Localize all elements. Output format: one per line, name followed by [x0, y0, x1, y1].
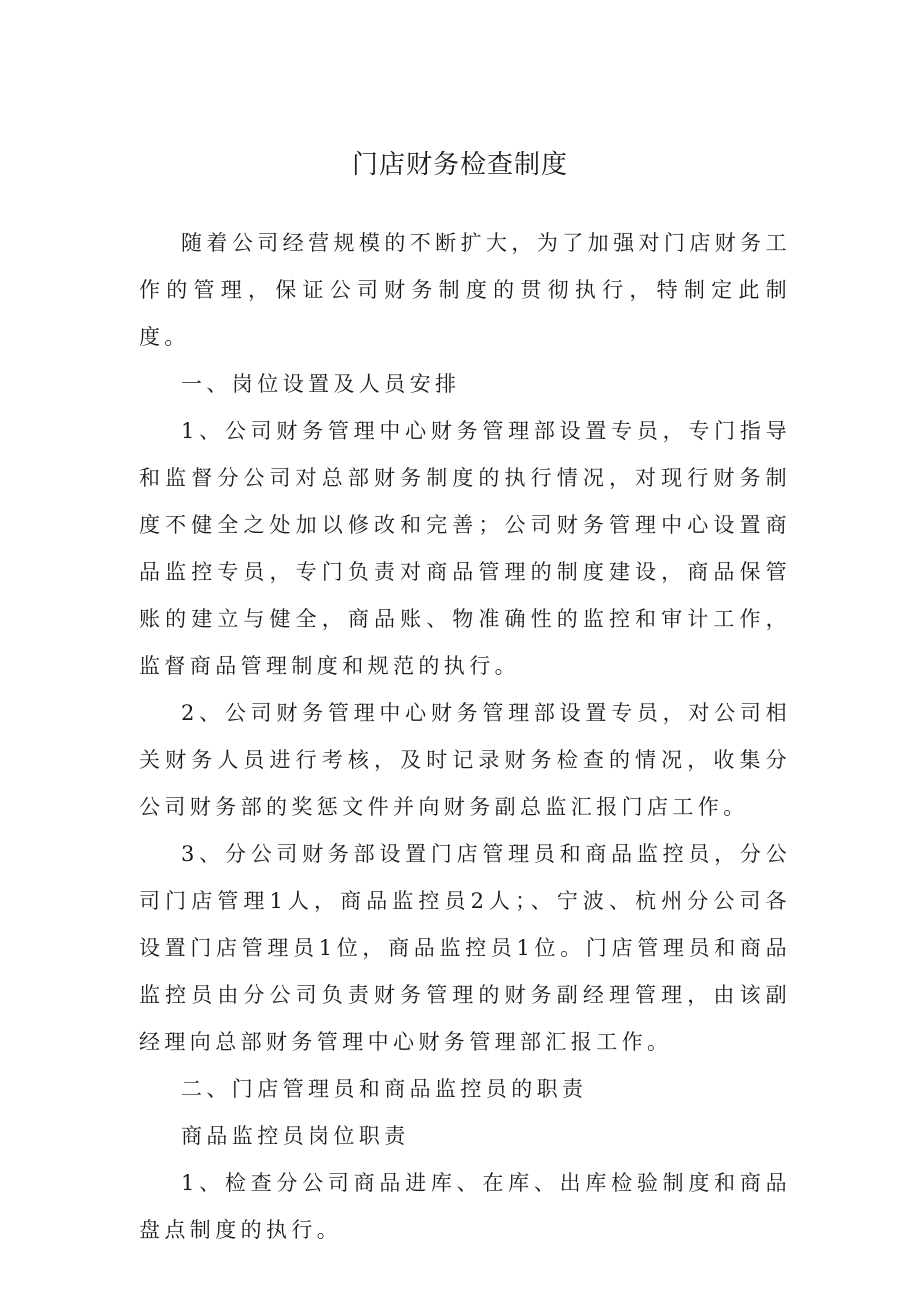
subsection-heading: 商品监控员岗位职责	[181, 1124, 410, 1148]
document-body	[139, 220, 791, 1254]
paragraph-duty-1: 1、检查分公司商品进库、在库、出库检验制度和商品盘点制度的执行。	[139, 1171, 791, 1242]
paragraph-item-2: 2、公司财务管理中心财务管理部设置专员，对公司相关财务人员进行考核，及时记录财务检查的情况，收集分公司财务部的奖惩文件并向财务副总监汇报门店工作。	[139, 701, 791, 819]
paragraph-item-3: 3、分公司财务部设置门店管理员和商品监控员，分公司门店管理1人，商品监控员2人；、宁波、杭州分公司各设置门店管理员1位，商品监控员1位。门店管理员和商品监控员由分公司负责财务管理的财务副经理管理，由该副经理向总部财务管理中心财务管理部汇报工作。	[139, 842, 791, 1054]
document-title: 门店财务检查制度	[351, 150, 568, 180]
paragraph-item-1: 1、公司财务管理中心财务管理部设置专员，专门指导和监督分公司对总部财务制度的执行情况，对现行财务制度不健全之处加以修改和完善；公司财务管理中心设置商品监控专员，专门负责对商品管理的制度建设，商品保管账的建立与健全，商品账、物准确性的监控和审计工作，监督商品管理制度和规范的执行。	[139, 419, 791, 678]
section-heading-2: 二、门店管理员和商品监控员的职责	[181, 1077, 588, 1101]
intro-paragraph: 随着公司经营规模的不断扩大，为了加强对门店财务工作的管理，保证公司财务制度的贯彻执行，特制定此制度。	[139, 231, 791, 349]
section-heading-1: 一、岗位设置及人员安排	[181, 372, 461, 396]
